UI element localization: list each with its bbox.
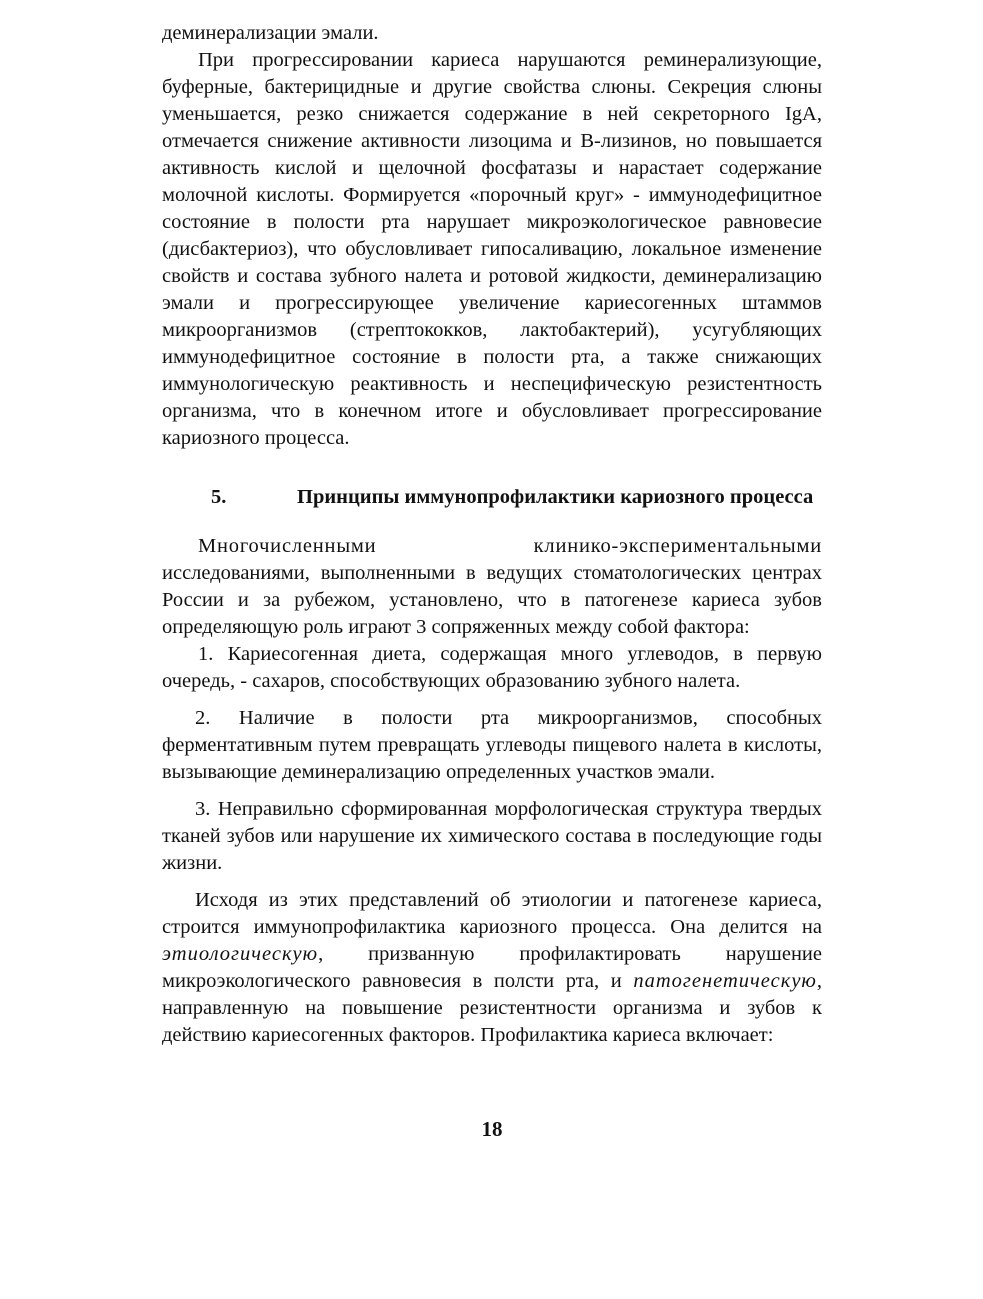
intro-paragraph: исследованиями, выполненными в ведущих стоматологических центрах России и за рубежом, установлено, что в патогенезе кариеса зубов определяющую роль играют 3 сопряженных между собой фактора: <box>162 562 822 638</box>
etiological-term: этиологическую <box>162 943 319 965</box>
intro-word-2: клинико-экспериментальными <box>533 535 822 557</box>
continuation-text: деминерализации эмали. <box>162 22 379 44</box>
factor-item-1: 1. Кариесогенная диета, содержащая много углеводов, в первую очередь, - сахаров, способствующих образованию зубного налета. <box>162 643 822 692</box>
factor-item-3: 3. Неправильно сформированная морфологическая структура твердых тканей зубов или нарушение их химического состава в последующие годы жизни. <box>162 798 822 874</box>
intro-word-1: Многочисленными <box>198 535 377 557</box>
closing-text-2: , призванную профилактировать нарушение микроэкологического равновесия в полсти рта, и <box>162 943 822 992</box>
pathogenetic-term: патогенетическую <box>633 970 817 992</box>
intro-first-line <box>162 533 822 560</box>
document-page <box>162 20 822 1141</box>
closing-paragraph <box>162 887 822 1049</box>
factor-item-2: 2. Наличие в полости рта микроорганизмов, способных ферментативным путем превращать углеводы пищевого налета в кислоты, вызывающие деминерализацию определенных участков эмали. <box>162 707 822 783</box>
section-title: Принципы иммунопрофилактики кариозного процесса <box>297 486 814 508</box>
paragraph-caries-progression: При прогрессировании кариеса нарушаются реминерализующие, буферные, бактерицидные и другие свойства слюны. Секреция слюны уменьшается, резко снижается содержание в ней секреторного IgA, отмечается снижение активности лизоцима и В-лизинов, но повышается активность кислой и щелочной фосфатазы и нарастает содержание молочной кислоты. Формируется «порочный круг» - иммунодефицитное состояние в полости рта нарушает микроэкологическое равновесие (дисбактериоз), что обусловливает гипосаливацию, локальное изменение свойств и состава зубного налета и ротовой жидкости, деминерализацию эмали и прогрессирующее увеличение кариесогенных штаммов микроорганизмов (стрептококков, лактобактерий), усугубляющих иммунодефицитное состояние в полости рта, а также снижающих иммунологическую реактивность и неспецифическую резистентность организма, что в конечном итоге и обусловливает прогрессирование кариозного процесса. <box>162 49 822 449</box>
section-heading <box>162 479 822 515</box>
closing-text-3: , направленную на повышение резистентности организма и зубов к действию кариесогенных факторов. Профилактика кариеса включает: <box>162 970 822 1046</box>
page-number: 18 <box>481 1117 503 1141</box>
section-number: 5. <box>211 486 227 508</box>
closing-text-1: Исходя из этих представлений об этиологии и патогенезе кариеса, строится иммунопрофилактика кариозного процесса. Она делится на <box>162 889 822 938</box>
